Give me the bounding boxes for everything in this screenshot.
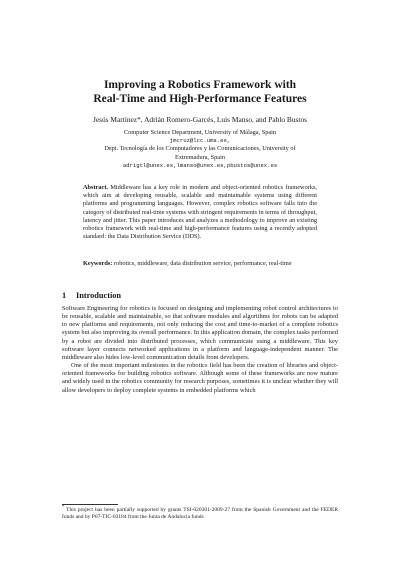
section-title: Introduction [76, 291, 122, 300]
footnote-rule [62, 504, 118, 505]
abstract-text: Middleware has a key role in modern and object-oriented robotics frameworks, which aim at developing reusable, scalable and maintainable systems using different platforms and programming languages. However, complex robotics software falls into the category of distributed real-time systems with stringent requirements in terms of throughput, latency and jitter. This paper introduces and analyzes a methodology to improve an existing robotics framework with real-time and high-performance features using a recently adopted standard: the Data Distribution Service (DDS). [83, 184, 317, 241]
paper-title [60, 78, 340, 106]
keywords-label: Keywords: [83, 260, 113, 267]
section-body [62, 305, 338, 395]
section-number: 1 [62, 291, 67, 300]
abstract [83, 184, 317, 241]
email-2: adrigtl@unex.es,lmanso@unex.es,pbustos@unex.es [122, 161, 278, 169]
affiliations [70, 129, 330, 170]
title-line-2: Real-Time and High-Performance Features [93, 93, 307, 105]
section-heading [62, 291, 121, 300]
footnote [62, 504, 338, 521]
body-paragraph-2: One of the most important milestones in the robotics field has been the creation of libraries and object-oriented frameworks for building robotics software. Although some of these frameworks are now mature and widely used in the robotics community for research purposes, sometimes it is unclear whether they will allow developers to deploy complete systems in embedded platforms which [62, 362, 338, 394]
footnote-text: This project has been partially supported by grants TSI-020301-2009-27 from the Spanish Government and the FEDER funds and by P07-TIC-03184 from the Junta de Andalucía funds [62, 507, 338, 520]
affiliation-2-cont: Extremadura, Spain [174, 153, 225, 161]
title-line-1: Improving a Robotics Framework with [103, 79, 297, 91]
affiliation-2: Dept. Tecnología de los Computadores y las Comunicaciones, University of [104, 145, 296, 153]
abstract-label: Abstract. [83, 184, 109, 191]
author-list: Jesús Martínez*, Adrián Romero-Garcés, Luis Manso, and Pablo Bustos [92, 115, 308, 124]
affiliation-1: Computer Science Department, University of Málaga, Spain [123, 129, 277, 136]
keywords [83, 260, 317, 268]
body-paragraph-1: Software Engineering for robotics is focused on designing and implementing robot control architectures to be reusable, scalable and maintainable, so that software modules and algorithms for robots can be adapted to new platforms and requirements, not only reducing the cost and time-to-market of a complete robotics system but also improving its overall performance. In this application domain, the complex tasks performed by a robot are divided into distributed processes, which communicate using a middleware. This key software layer connects networked applications in a platform and language-independent manner. The middleware also hides low-level communication details from developers. [62, 305, 338, 361]
keywords-text: robotics, middleware, data distribution service, performance, real-time [113, 260, 292, 267]
email-1: jmcruz@lcc.uma.es, [169, 137, 231, 145]
footnote-mark: * [62, 504, 65, 510]
